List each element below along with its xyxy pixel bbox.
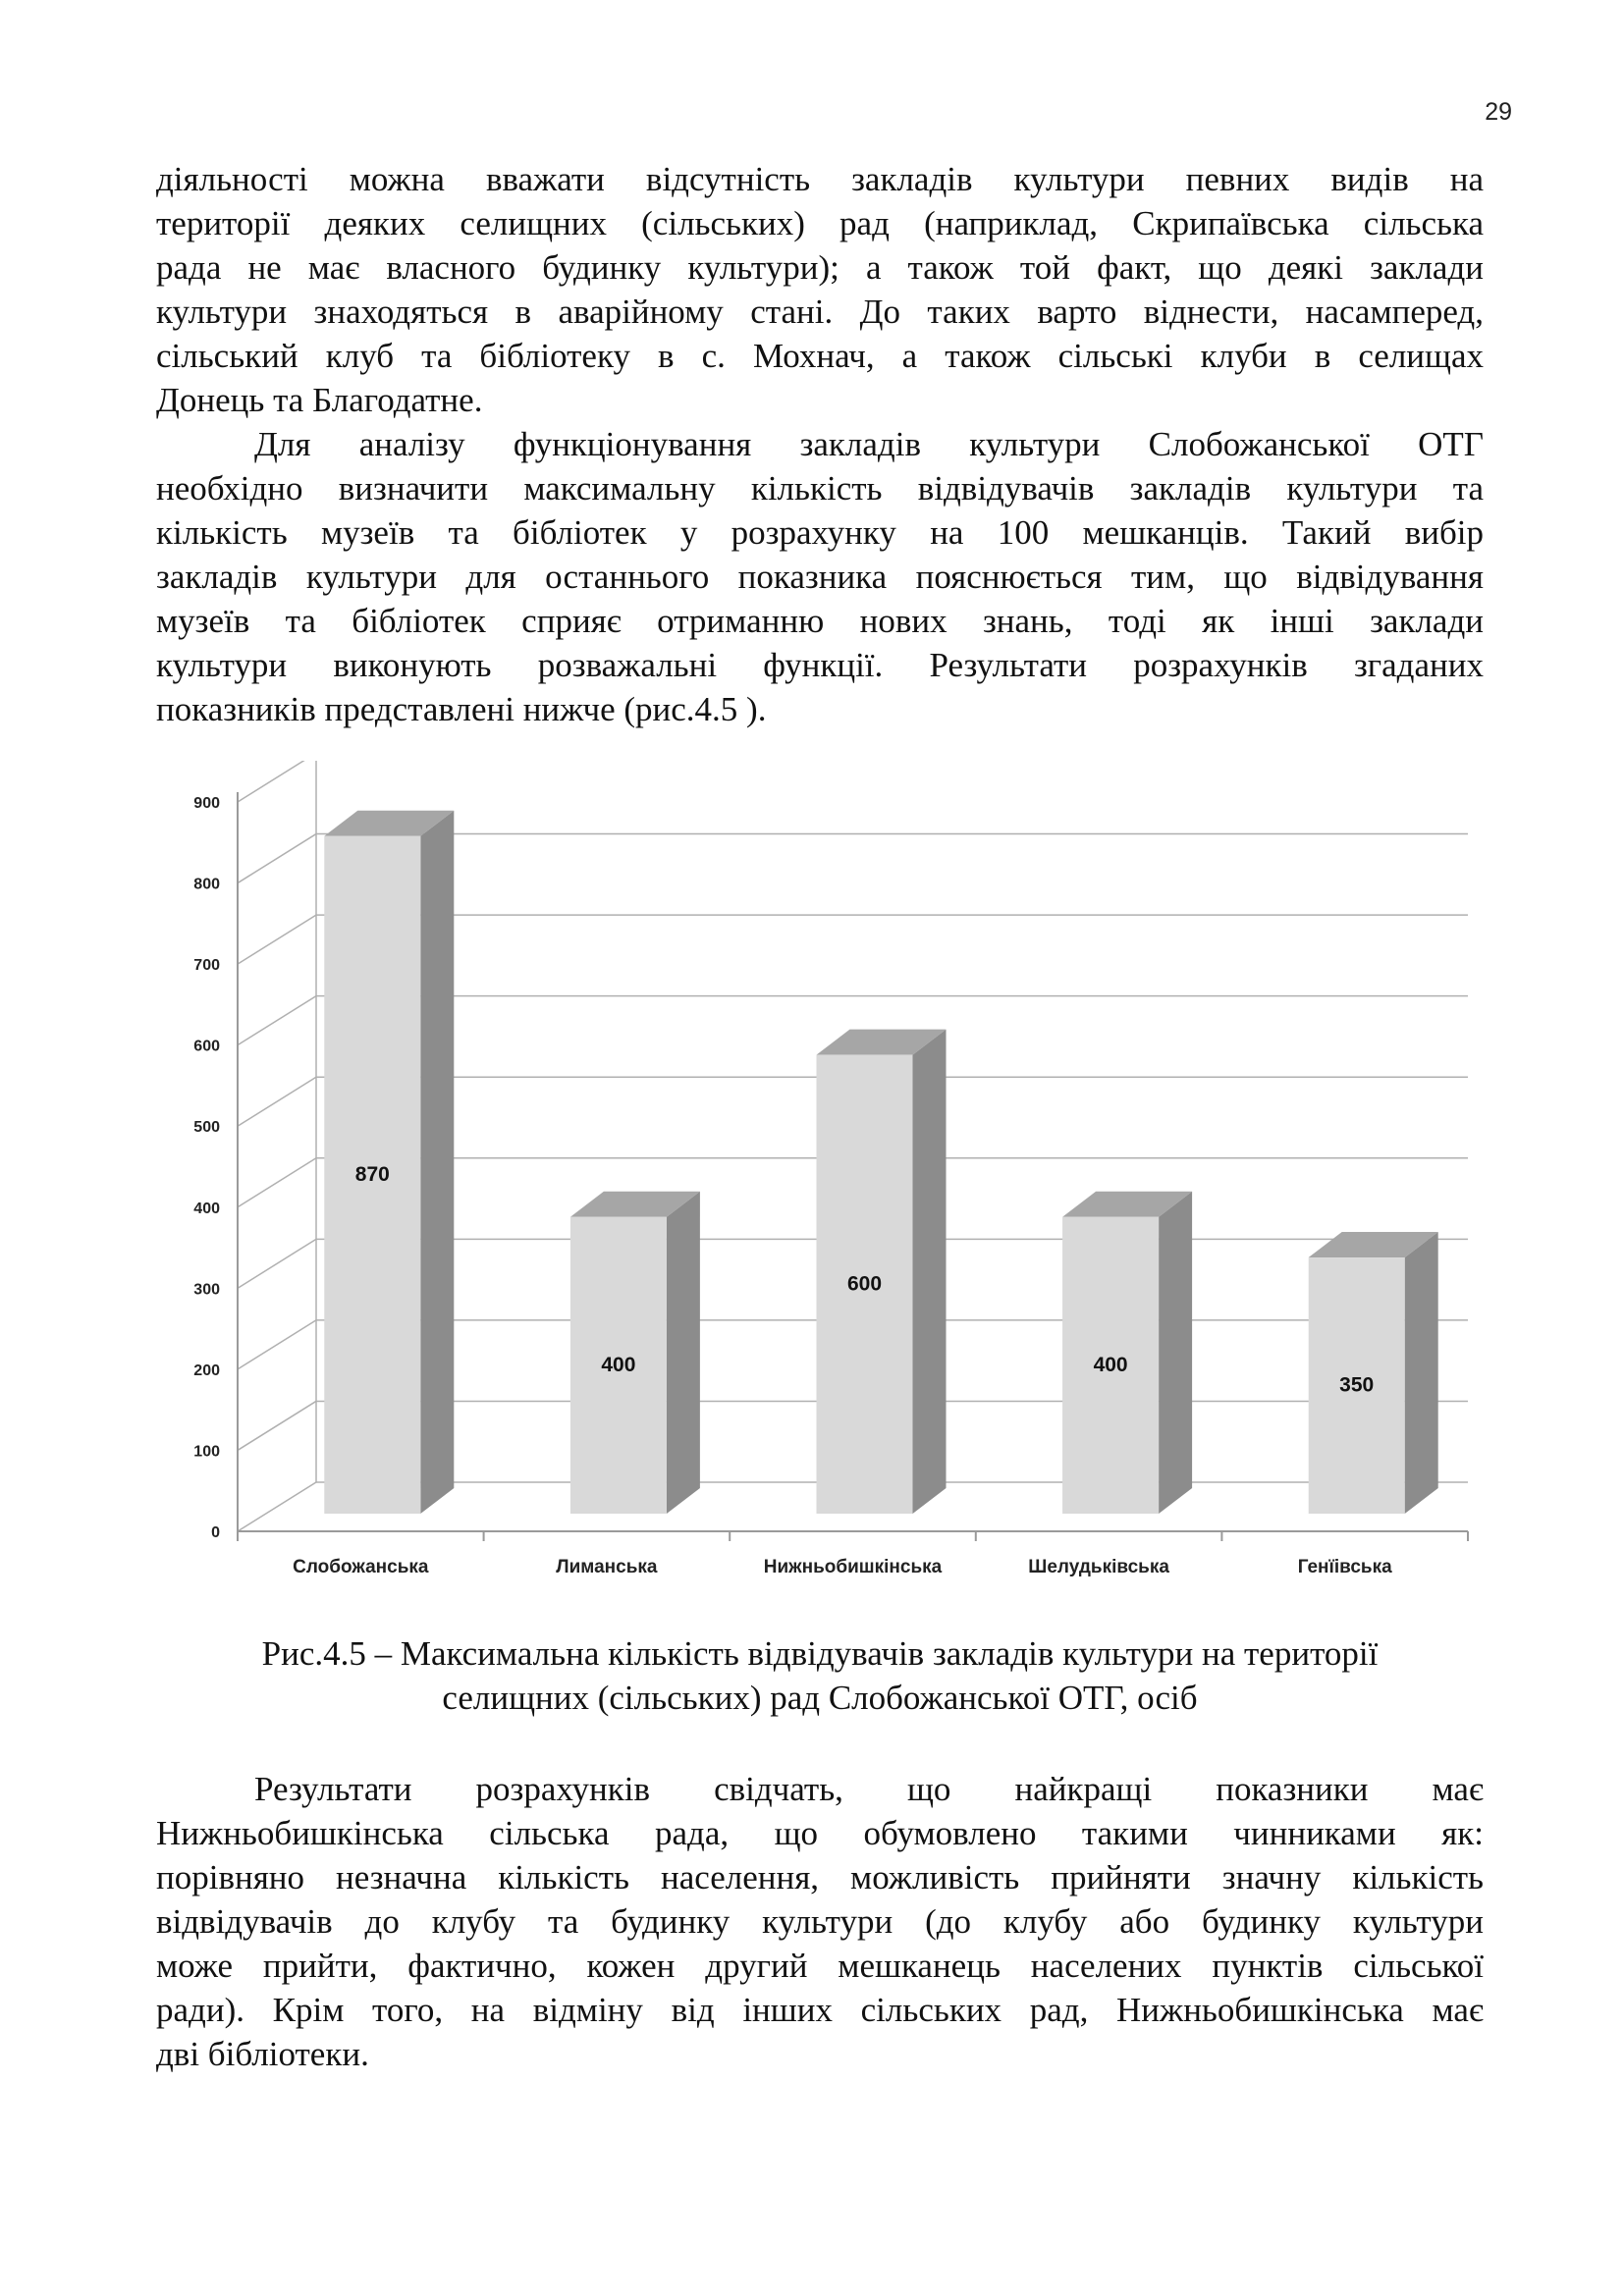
figure-caption-line: селищних (сільських) рад Слобожанської ОТГ, осіб — [442, 1679, 1198, 1717]
data-label: 350 — [1339, 1373, 1375, 1397]
gridline-diagonal — [238, 1401, 316, 1450]
paragraph-3-line: Результати розрахунків свідчать, що найкращі показники має — [254, 1770, 1484, 1808]
paragraph-2-line: Для аналізу функціонування закладів культури Слобожанської ОТГ — [254, 425, 1484, 463]
y-tick-label: 400 — [193, 1200, 220, 1217]
y-tick-label: 300 — [193, 1281, 220, 1299]
bar-side — [667, 1192, 700, 1514]
paragraph-3-line: ради). Крім того, на відміну від інших сільських рад, Нижньобишкінська має — [156, 1991, 1484, 2029]
bar-side — [420, 811, 454, 1514]
y-tick-label: 100 — [193, 1443, 220, 1461]
paragraph-2-line: закладів культури для останнього показника пояснюється тим, що відвідування — [156, 558, 1484, 596]
bar-side — [1159, 1192, 1192, 1514]
page-number: 29 — [1485, 98, 1512, 126]
x-tick-label: Шелудьківська — [1028, 1557, 1169, 1577]
gridline-diagonal — [238, 915, 316, 964]
gridline-diagonal — [238, 996, 316, 1045]
data-label: 400 — [601, 1353, 636, 1376]
y-tick-label: 500 — [193, 1119, 220, 1137]
chart-figure — [147, 761, 1483, 1595]
paragraph-1-line: Донець та Благодатне. — [156, 381, 483, 419]
x-tick-label: Нижньобишкінська — [763, 1557, 943, 1577]
paragraph-1-line: діяльності можна вважати відсутність закладів культури певних видів на — [156, 160, 1484, 198]
paragraph-1-line: території деяких селищних (сільських) рад (наприклад, Скрипаївська сільська — [156, 204, 1484, 242]
paragraph-1-line: культури знаходяться в аварійному стані. До таких варто віднести, насамперед, — [156, 293, 1484, 331]
y-tick-label: 900 — [193, 795, 220, 812]
gridline-diagonal — [238, 761, 316, 802]
paragraph-3-line: порівняно незначна кількість населення, можливість прийняти значну кількість — [156, 1858, 1484, 1896]
paragraph-2-line: кількість музеїв та бібліотек у розрахунку на 100 мешканців. Такий вибір — [156, 513, 1484, 552]
gridline-diagonal — [238, 1158, 316, 1207]
paragraph-2-line: культури виконують розважальні функції. Результати розрахунків згаданих — [156, 646, 1484, 684]
y-tick-label: 0 — [211, 1524, 220, 1541]
paragraph-1-line: сільський клуб та бібліотеку в с. Мохнач, а також сільські клуби в селищах — [156, 337, 1484, 375]
paragraph-2-line: музеїв та бібліотек сприяє отриманню нових знань, тоді як інші заклади — [156, 602, 1484, 640]
paragraph-1 — [156, 157, 1484, 422]
paragraph-3-line: Нижньобишкінська сільська рада, що обумовлено такими чинниками як: — [156, 1814, 1484, 1852]
data-label: 870 — [354, 1162, 390, 1186]
gridline-diagonal — [238, 1482, 316, 1531]
x-tick-label: Генїівська — [1297, 1557, 1392, 1577]
bar-chart — [147, 761, 1483, 1595]
x-tick-label: Слобожанська — [293, 1557, 429, 1577]
y-tick-label: 700 — [193, 957, 220, 975]
figure-caption — [156, 1631, 1484, 1720]
bar-side — [913, 1030, 947, 1514]
bar-side — [1405, 1232, 1438, 1514]
paragraph-3-line: відвідувачів до клубу та будинку культури (до клубу або будинку культури — [156, 1902, 1484, 1941]
gridline-diagonal — [238, 834, 316, 883]
y-tick-label: 200 — [193, 1362, 220, 1379]
paragraph-3 — [156, 1767, 1484, 2076]
paragraph-3-line: дві бібліотеки. — [156, 2035, 369, 2073]
data-label: 600 — [846, 1272, 883, 1296]
paragraph-2-line: показників представлені нижче (рис.4.5 ). — [156, 690, 767, 728]
gridline-diagonal — [238, 1077, 316, 1126]
y-tick-label: 600 — [193, 1038, 220, 1055]
gridline-diagonal — [238, 1239, 316, 1288]
x-tick-label: Лиманська — [556, 1557, 658, 1577]
figure-caption-line: Рис.4.5 – Максимальна кількість відвідувачів закладів культури на території — [261, 1634, 1379, 1673]
y-tick-label: 800 — [193, 876, 220, 893]
paragraph-2 — [156, 422, 1484, 731]
data-label: 400 — [1093, 1353, 1128, 1376]
paragraph-2-line: необхідно визначити максимальну кількість відвідувачів закладів культури та — [156, 469, 1484, 507]
gridline-diagonal — [238, 1320, 316, 1369]
paragraph-3-line: може прийти, фактично, кожен другий мешканець населених пунктів сільської — [156, 1947, 1484, 1985]
paragraph-1-line: рада не має власного будинку культури); а також той факт, що деякі заклади — [156, 248, 1484, 287]
